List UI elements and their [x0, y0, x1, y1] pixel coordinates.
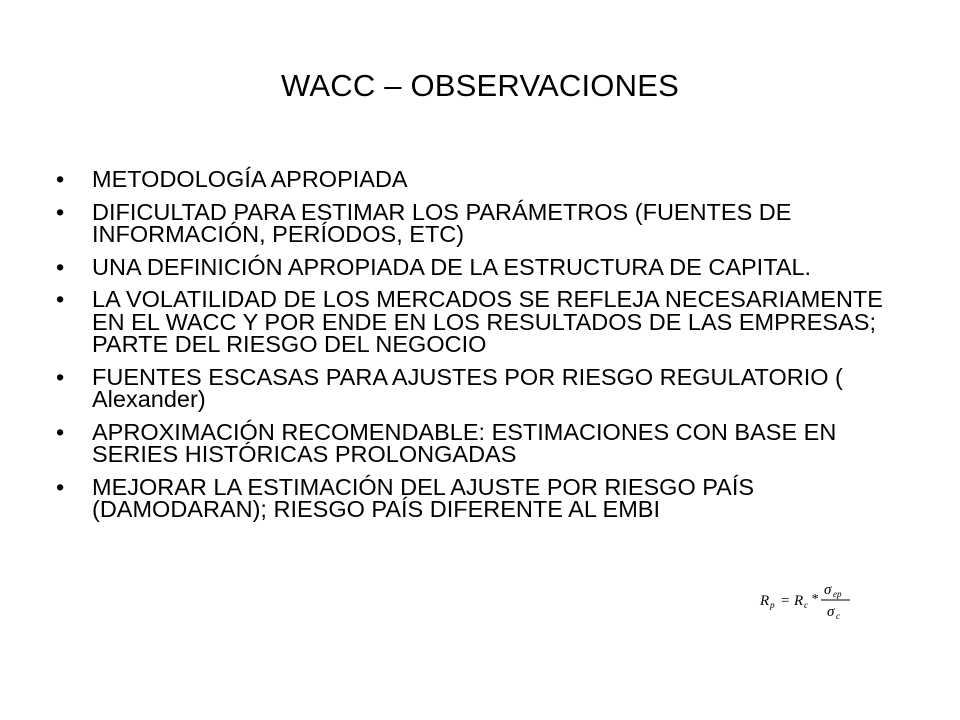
bullet-item: [56, 418, 916, 467]
bullet-text: METODOLOGÍA APROPIADA: [92, 166, 408, 192]
bullet-item: [56, 288, 916, 356]
formula-num-sub: ep: [833, 589, 842, 599]
bullet-text: DIFICULTAD PARA ESTIMAR LOS PARÁMETROS (FUENTES DE INFORMACIÓN, PERÍODOS, ETC): [92, 198, 792, 247]
bullet-item: [56, 198, 916, 247]
formula-lhs: R: [760, 593, 770, 609]
formula-times: *: [811, 592, 818, 607]
formula-num: σ: [824, 582, 832, 598]
bullet-dot-icon: •: [56, 473, 65, 500]
bullet-item: [56, 253, 916, 280]
bullet-dot-icon: •: [56, 166, 65, 192]
bullet-list: [56, 168, 916, 531]
bullet-text: LA VOLATILIDAD DE LOS MERCADOS SE REFLEJA NECESARIAMENTE EN EL WACC Y POR ENDE EN LOS RESULTADOS DE LAS EMPRESAS; PARTE DEL RIESGO DEL NEGOCIO: [92, 286, 883, 357]
bullet-dot-icon: •: [56, 418, 65, 445]
formula-den-sub: c: [836, 611, 840, 621]
bullet-dot-icon: •: [56, 286, 65, 312]
formula-lhs-sub: p: [770, 600, 775, 610]
bullet-dot-icon: •: [56, 363, 65, 390]
slide-title: WACC – OBSERVACIONES: [281, 68, 679, 103]
bullet-text: UNA DEFINICIÓN APROPIADA DE LA ESTRUCTURA DE CAPITAL.: [92, 253, 812, 280]
formula-equals: =: [780, 593, 791, 609]
bullet-dot-icon: •: [56, 198, 65, 225]
bullet-dot-icon: •: [56, 253, 65, 280]
formula-den: σ: [827, 604, 835, 620]
bullet-item: [56, 168, 916, 191]
bullet-text: MEJORAR LA ESTIMACIÓN DEL AJUSTE POR RIESGO PAÍS (DAMODARAN); RIESGO PAÍS DIFERENTE AL EMBI: [92, 473, 755, 522]
formula-r-sub: c: [804, 600, 808, 610]
country-risk-formula: [758, 578, 858, 622]
formula-r: R: [794, 593, 804, 609]
bullet-text: APROXIMACIÓN RECOMENDABLE: ESTIMACIONES CON BASE EN SERIES HISTÓRICAS PROLONGADAS: [92, 418, 837, 467]
bullet-item: [56, 363, 916, 412]
bullet-text: FUENTES ESCASAS PARA AJUSTES POR RIESGO REGULATORIO ( Alexander): [92, 363, 843, 412]
bullet-item: [56, 473, 916, 522]
